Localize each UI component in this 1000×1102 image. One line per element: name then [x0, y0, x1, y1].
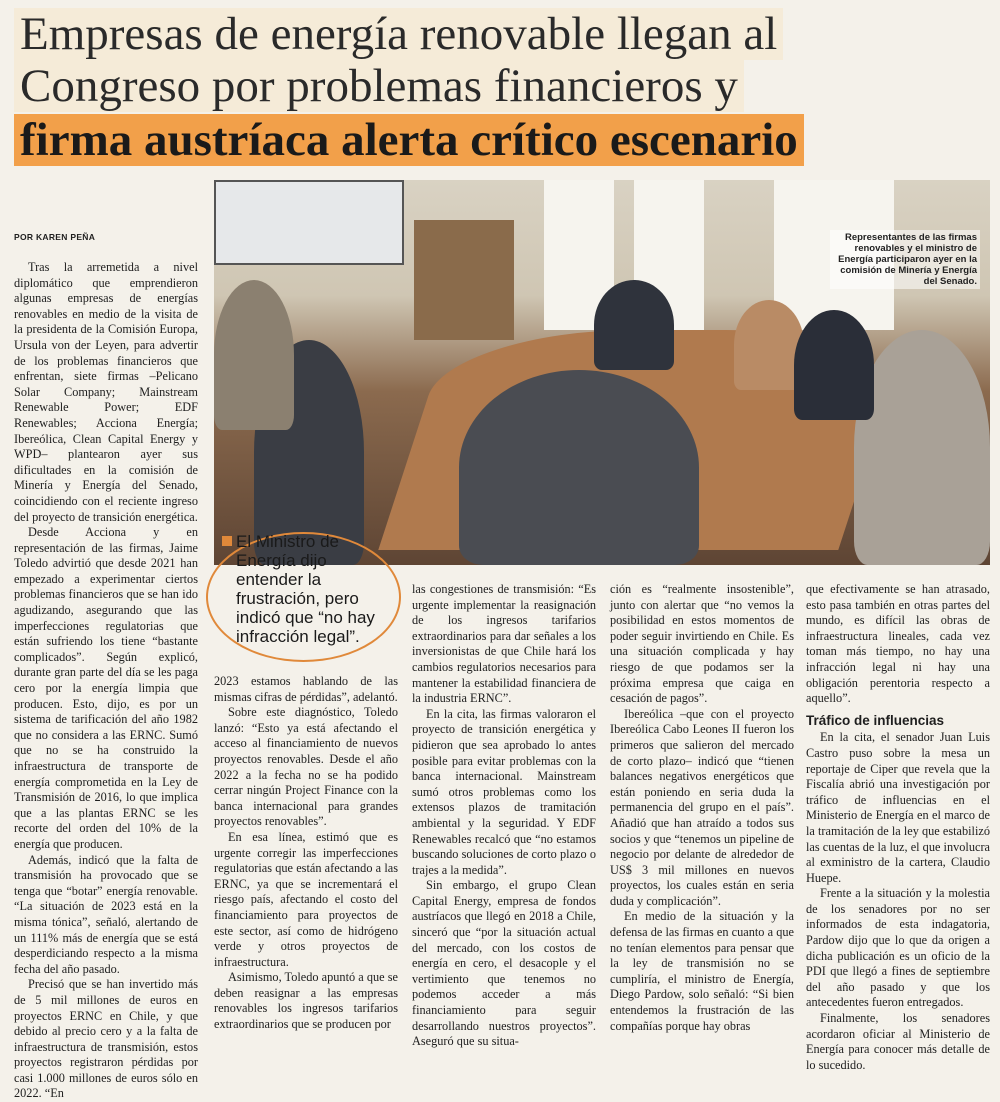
- paragraph: las congestiones de transmisión: “Es urgente implementar la reasignación de los ingresos tarifarios extraordinarios para dar señales a los inversionistas de que Chile hará los cambios regulatorios necesarios para mantener la estabilidad financiera de la industria ERNC”.: [412, 582, 596, 706]
- paragraph: Sobre este diagnóstico, Toledo lanzó: “Esto ya está afectando el acceso al financiamiento de nuevos proyectos renovables. Desde el año 2022 a la fecha no se ha podido cerrar ningún Project Finance con la banca internacional para grandes proyectos renovables”.: [214, 705, 398, 829]
- pull-quote: [214, 520, 409, 670]
- person: [594, 280, 674, 370]
- paragraph: En esa línea, estimó que es urgente corregir las imperfecciones regulatorias que están afectando a las ERNC, ya que se incrementará el riesgo país, afectando el costo del financiamiento para proyectos de este sector, así como de hidrógeno verde y otros proyectos de infraestructura.: [214, 829, 398, 969]
- paragraph: En la cita, el senador Juan Luis Castro puso sobre la mesa un reportaje de Ciper que revela que la Fiscalía abrió una investigación por tráfico de influencias en el Ministerio de Energía en el marco de la tramitación de la ley que estabilizó las cuentas de la luz, el que involucra al exministro de la cartera, Claudio Huepe.: [806, 730, 990, 885]
- paragraph: 2023 estamos hablando de las mismas cifras de pérdidas”, adelantó.: [214, 674, 398, 704]
- paragraph: Frente a la situación y la molestia de los senadores por no ser informados de esta indagatoria, Pardow dijo que lo que da origen a dicha publicación es un oficio de la PDI que llegó a fines de septiembre del año pasado y que los antecedentes fueron entregados.: [806, 886, 990, 1010]
- paragraph: En medio de la situación y la defensa de las firmas en cuanto a que no tenían elementos para pensar que la ley de transmisión no se cumpliría, el ministro de Energía, Diego Pardow, solo señaló: “Si bien entendemos la frustración de las compañías porque hay obras: [610, 909, 794, 1033]
- paragraph: Además, indicó que la falta de transmisión ha provocado que se tenga que “botar” energía renovable. “La situación de 2023 está en la misma tónica”, señaló, alertando de un 111% más de energía que se está desperdiciando respecto a la misma fecha del año pasado.: [14, 852, 198, 976]
- column-2: [214, 674, 398, 1033]
- person: [854, 330, 990, 565]
- paragraph: Asimismo, Toledo apuntó a que se deben reasignar a las empresas renovables los ingresos tarifarios extraordinarios que se producen por: [214, 970, 398, 1032]
- paragraph: Ibereólica –que con el proyecto Ibereólica Cabo Leones II fueron los primeros que salieron del mercado de corto plazo– indicó que “tienen balances negativos energéticos que están poniendo en seria duda la permanencia del grupo en el país”. Añadió que han atraído a todos sus socios y que “tenemos un pipeline de negocio por delante de alrededor de US$ 3 mil millones en nuevos proyectos, los cuales están en seria duda y complicación”.: [610, 706, 794, 908]
- subheading: Tráfico de influencias: [806, 712, 945, 728]
- paragraph: que efectivamente se han atrasado, esto pasa también en otras partes del mundo, es difícil las obras de infraestructura lineales, cada vez toman más tiempo, no hay una infracción legal ni hay una obligación perentoria respecto a aquello”.: [806, 582, 990, 706]
- paragraph: Tras la arremetida a nivel diplomático que emprendieron algunas empresas de energías renovables en medio de la visita de la presidenta de la Comisión Europa, Ursula von der Leyen, para advertir de los problemas financieros que enfrentan, siete firmas –Pelicano Solar Company; Mainstream Renewable Power; EDF Renewables; Acciona Energía; Ibereólica, Clean Capital Energy y WPD– plantearon ayer sus dificultades en la comisión de Minería y Energía del Senado, coincidiendo con el reciente ingreso del proyecto de transición energética.: [14, 260, 198, 524]
- column-3: [412, 582, 596, 1050]
- person: [794, 310, 874, 420]
- paragraph: Sin embargo, el grupo Clean Capital Energy, empresa de fondos austríacos que llegó en 2018 a Chile, sinceró que “por la situación actual del mercado, con los costos de energía en cero, el desacople y el vertimiento que tenemos no podemos acceder a más financiamiento para seguir desarrollando nuestros proyectos”. Aseguró que su situa-: [412, 878, 596, 1049]
- person: [214, 280, 294, 430]
- column-1: [14, 260, 198, 1102]
- paragraph: Finalmente, los senadores acordaron oficiar al Ministerio de Energía para conocer más detalle de lo sucedido.: [806, 1011, 990, 1072]
- meeting-photo: [214, 180, 990, 565]
- person: [459, 370, 699, 565]
- headline-line-1: Empresas de energía renovable llegan al: [14, 8, 783, 60]
- paragraph: Precisó que se han invertido más de 5 mil millones de euros en proyectos ERNC en Chile, y que debido al precio cero y a la falta de infraestructura de transmisión, estos proyectos registraron pérdidas por casi 1.000 millones de euros sólo en 2022. “En: [14, 977, 198, 1101]
- column-5: [806, 582, 990, 1073]
- column-4: [610, 582, 794, 1034]
- headline-line-2: Congreso por problemas financieros y: [14, 60, 744, 112]
- quote-marker: [222, 536, 232, 546]
- bookshelf: [414, 220, 514, 340]
- pull-quote-text: El Ministro de Energía dijo entender la frustración, pero indicó que “no hay infracción legal”.: [236, 532, 375, 646]
- headline-line-3: firma austríaca alerta crítico escenario: [14, 114, 804, 166]
- headline: [14, 8, 989, 166]
- projection-screen: [214, 180, 404, 265]
- paragraph: ción es “realmente insostenible”, junto con alertar que “no vemos la posibilidad en estos momentos de poder seguir invirtiendo en Chile. Es una situación complicada y hay riesgo de que podamos ser la próxima empresa que caiga en cesación de pagos”.: [610, 582, 794, 706]
- paragraph: Desde Acciona y en representación de las firmas, Jaime Toledo advirtió que desde 2021 han empezado a experimentar ciertos problemas financieros que se han ido agudizando, asegurando que las imperfecciones regulatorias que están sufriendo los tiene “bastante complicados”. Según explicó, durante gran parte del día se les paga cero por la energía limpia que producen. Esto, dijo, es por un sistema de tarificación del año 1982 que no considera a las ERNC. Sumó que no se ha construido la infraestructura de transporte de energía comprometida en la Ley de Transmisión de 2016, lo que implica que a las plantas ERNC se les recorte del orden del 10% de la energía que producen.: [14, 525, 198, 851]
- byline: POR KAREN PEÑA: [14, 232, 96, 242]
- paragraph: En la cita, las firmas valoraron el proyecto de transición energética y pidieron que sea aprobado lo antes posible para evitar problemas con la banca internacional. Mainstream sumó otros problemas como los extensos plazos de tramitación ambiental y la seguridad. Y EDF Renewables recalcó que “no estamos buscando soluciones de corto plazo o trajes a la medida”.: [412, 706, 596, 877]
- photo-caption: Representantes de las firmas renovables y el ministro de Energía participaron ayer en la comisión de Minería y Energía del Senado.: [830, 230, 980, 289]
